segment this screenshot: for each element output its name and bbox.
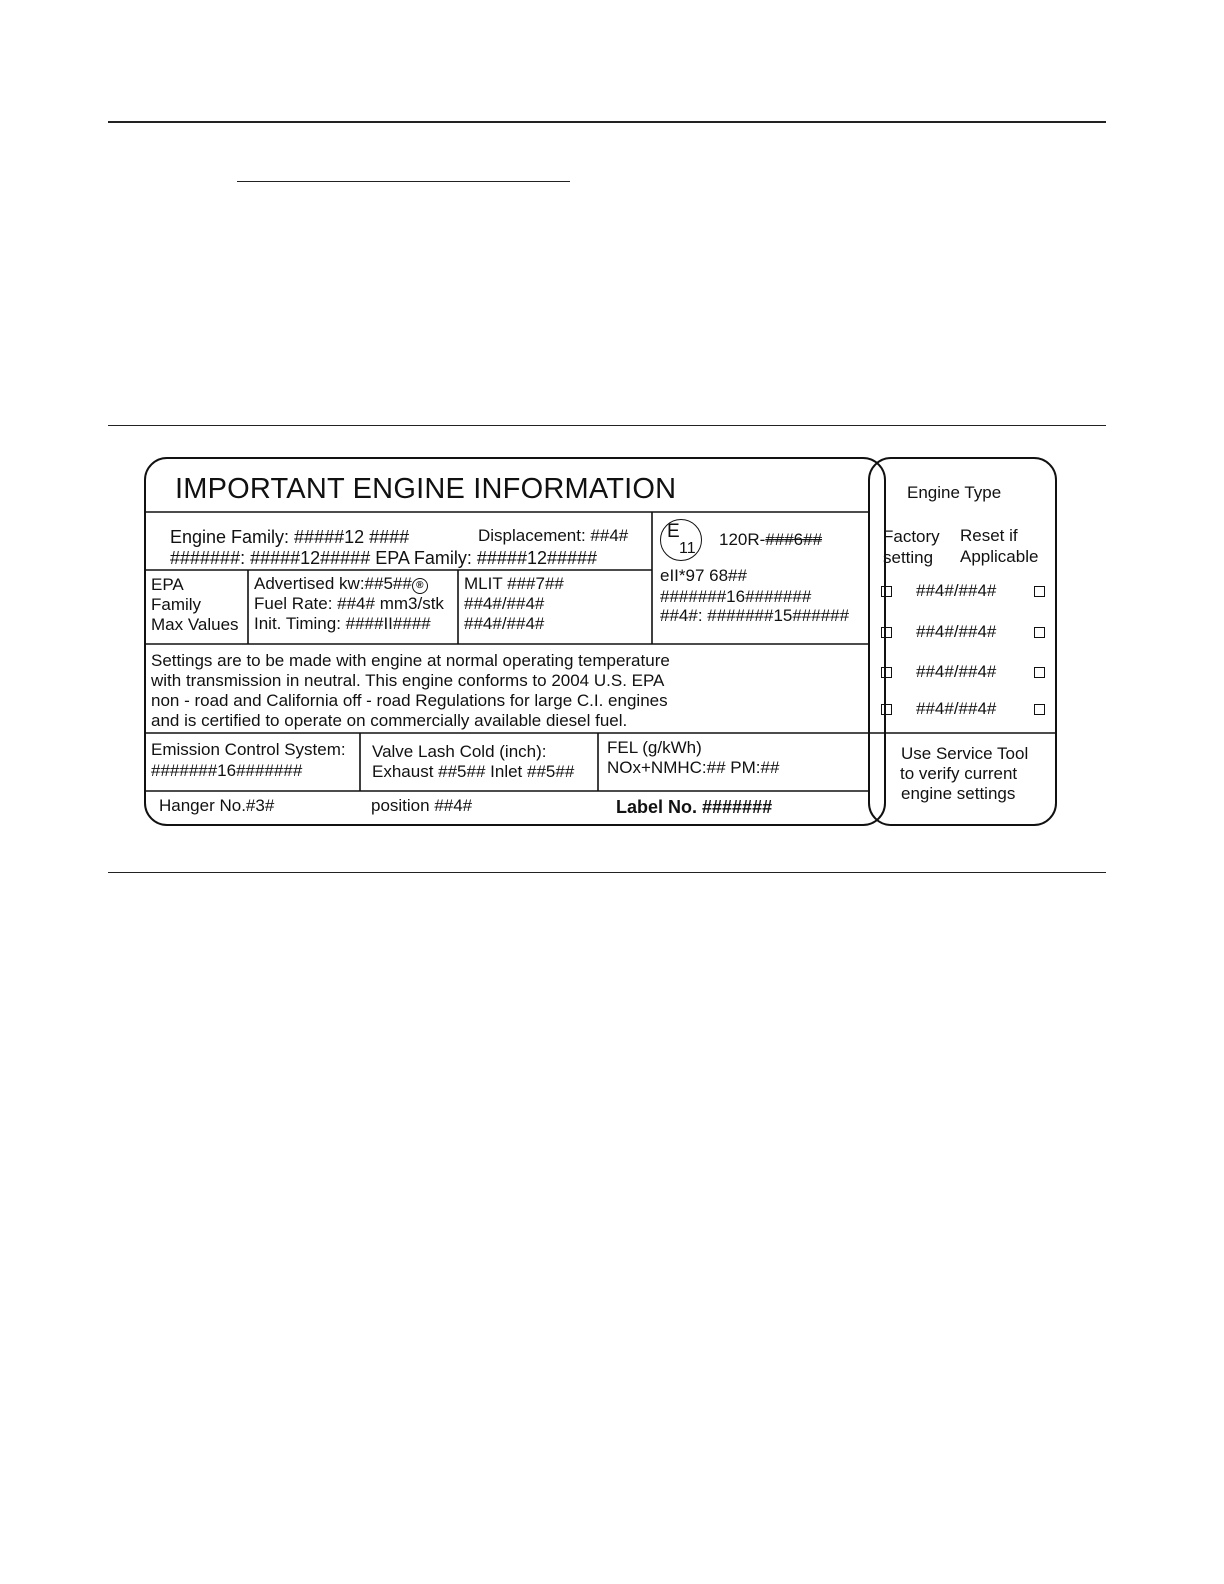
- fuel-rate: Fuel Rate: ##4# mm3/stk: [254, 594, 444, 613]
- init-timing: Init. Timing: ####II####: [254, 614, 431, 633]
- reset-checkbox-2[interactable]: [1034, 627, 1045, 638]
- epa-family-line: #######: #####12##### EPA Family: #####12#####: [170, 548, 598, 568]
- emission-control-value: #######16#######: [151, 761, 303, 780]
- engine-information-label: [144, 457, 1057, 827]
- mlit: MLIT ###7##: [464, 574, 564, 593]
- fel-value: NOx+NMHC:## PM:##: [607, 758, 780, 777]
- position: position ##4#: [371, 796, 473, 815]
- heading-underline: [237, 181, 570, 182]
- valve-lash-value: Exhaust ##5## Inlet ##5##: [372, 762, 575, 781]
- factory-checkbox-2[interactable]: [881, 627, 892, 638]
- settings-text-line-2: with transmission in neutral. This engine conforms to 2004 U.S. EPA: [151, 671, 665, 690]
- epa-family-max-label-3: Max Values: [151, 615, 239, 634]
- service-tool-note-2: to verify current: [900, 764, 1018, 783]
- cert-code-1: #######16#######: [660, 587, 812, 606]
- settings-text-line-1: Settings are to be made with engine at normal operating temperature: [151, 651, 670, 670]
- mlit-value-1: ##4#/##4#: [464, 594, 545, 613]
- mlit-value-2: ##4#/##4#: [464, 614, 545, 633]
- cert-code-2: ##4#: #######15######: [660, 606, 850, 625]
- setting-row-2: ##4#/##4#: [916, 622, 997, 641]
- factory-setting-label-1: Factory: [883, 527, 940, 546]
- reset-checkbox-3[interactable]: [1034, 667, 1045, 678]
- engine-type: Engine Type: [907, 483, 1002, 502]
- hanger-no: Hanger No.#3#: [159, 796, 275, 815]
- label-title: IMPORTANT ENGINE INFORMATION: [175, 473, 677, 505]
- valve-lash-label: Valve Lash Cold (inch):: [372, 742, 547, 761]
- approval-number: 120R-###6##: [719, 530, 823, 549]
- figure-bottom-rule: [108, 872, 1106, 873]
- settings-text-line-3: non - road and California off - road Regulations for large C.I. engines: [151, 691, 668, 710]
- factory-checkbox-3[interactable]: [881, 667, 892, 678]
- factory-checkbox-1[interactable]: [881, 586, 892, 597]
- service-tool-note-3: engine settings: [901, 784, 1016, 803]
- displacement: Displacement: ##4#: [478, 526, 629, 545]
- setting-row-4: ##4#/##4#: [916, 699, 997, 718]
- figure-top-rule: [108, 425, 1106, 426]
- top-rule: [108, 121, 1106, 123]
- reset-checkbox-1[interactable]: [1034, 586, 1045, 597]
- registered-icon: ®: [412, 578, 428, 594]
- settings-text-line-4: and is certified to operate on commercially available diesel fuel.: [151, 711, 628, 730]
- epa-family-max-label-2: Family: [151, 595, 202, 614]
- reset-label-1: Reset if: [960, 526, 1018, 545]
- service-tool-note-1: Use Service Tool: [901, 744, 1029, 763]
- e-mark-icon: E 11: [660, 519, 702, 561]
- fel-label: FEL (g/kWh): [607, 738, 702, 757]
- factory-checkbox-4[interactable]: [881, 704, 892, 715]
- setting-row-1: ##4#/##4#: [916, 581, 997, 600]
- reset-label-2: Applicable: [960, 547, 1039, 566]
- emission-control-label: Emission Control System:: [151, 740, 346, 759]
- eii-line: eII*97 68##: [660, 566, 747, 585]
- epa-family-max-label-1: EPA: [151, 575, 184, 594]
- setting-row-3: ##4#/##4#: [916, 662, 997, 681]
- reset-checkbox-4[interactable]: [1034, 704, 1045, 715]
- engine-family: Engine Family: #####12 ####: [170, 527, 410, 547]
- advertised-kw: Advertised kw:##5## ®: [254, 574, 428, 594]
- factory-setting-label-2: setting: [883, 548, 934, 567]
- label-no: Label No. #######: [616, 797, 773, 817]
